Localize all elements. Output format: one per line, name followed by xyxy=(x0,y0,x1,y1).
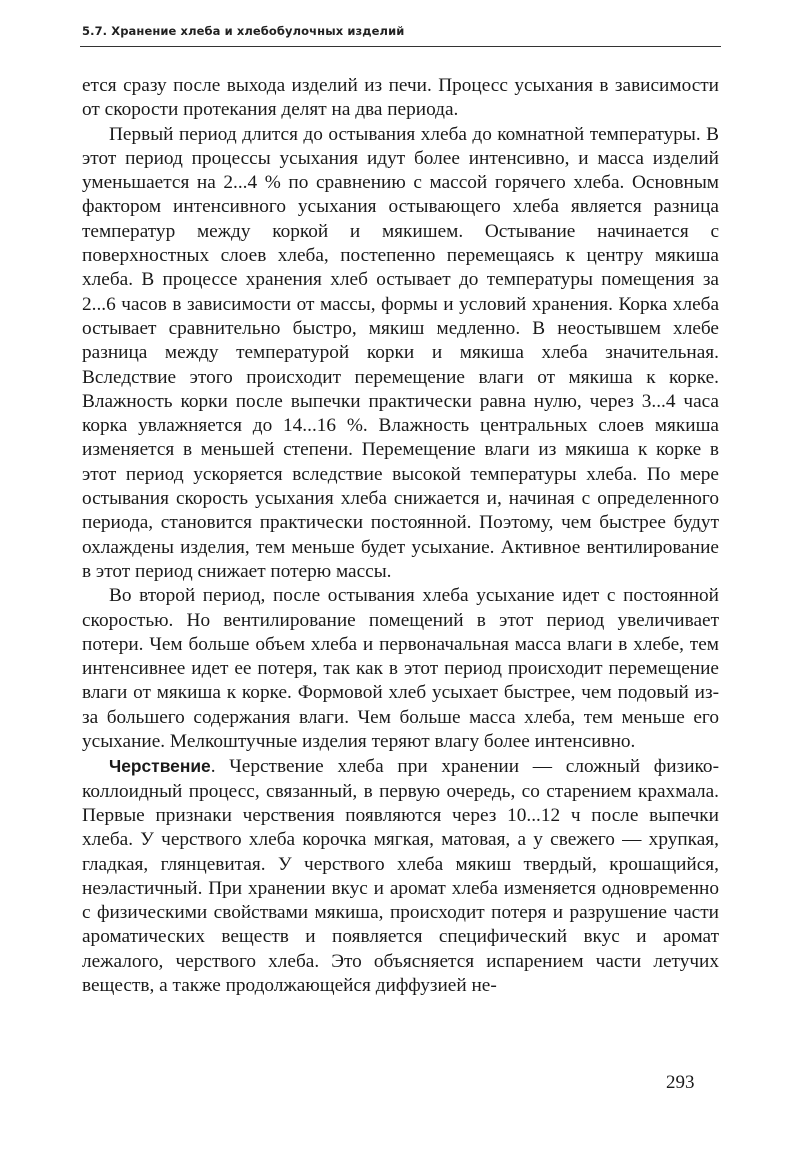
paragraph-second-period xyxy=(82,584,719,754)
header-rule xyxy=(80,46,721,47)
paragraph-text: ется сразу после выхода изделий из печи. Процесс усыхания в зависимости от скорости протекания делят на два периода. xyxy=(82,75,719,121)
paragraph-text: Во второй период, после остывания хлеба усыхание идет с постоянной скоростью. Но вентилирование помещений в этот период увеличивает потери. Чем больше объем хлеба и первоначальная масса влаги в хлебе, тем интенсивнее идет ее потеря, так как в этот период происходит перемещение влаги от мякиша к корке. Формовой хлеб усыхает быстрее, чем подовый из-за большего содержания влаги. Чем больше масса хлеба, тем меньше его усыхание. Мелкоштучные изделия теряют влагу более интенсивно. xyxy=(82,585,719,753)
paragraph-continued xyxy=(82,74,719,123)
body-text xyxy=(82,74,719,998)
paragraph-text: Первый период длится до остывания хлеба до комнатной температуры. В этот период процессы усыхания идут более интенсивно, и масса изделий уменьшается на 2...4 % по сравнению с массой горячего хлеба. Основным фактором интенсивного усыхания остывающего хлеба является разница температур между коркой и мякишем. Остывание начинается с поверхностных слоев хлеба, постепенно перемещаясь к центру мякиша хлеба. В процессе хранения хлеб остывает до температуры помещения за 2...6 часов в зависимости от массы, формы и условий хранения. Корка хлеба остывает сравнительно быстро, мякиш медленно. В неостывшем хлебе разница между температурой корки и мякиша хлеба значительная. Вследствие этого происходит перемещение влаги от мякиша к корке. Влажность корки после выпечки практически равна нулю, через 3...4 часа корка увлажняется до 14...16 %. Влажность центральных слоев мякиша изменяется в меньшей степени. Перемещение влаги из мякиша к корке в этот период ускоряется вследствие высокой температуры хлеба. По мере остывания скорость усыхания хлеба снижается и, начиная с определенного периода, становится практически постоянной. Поэтому, чем быстрее будут охлаждены изделия, тем меньше будет усыхание. Активное вентилирование в этот период снижает потерю массы. xyxy=(82,123,719,582)
page-number: 293 xyxy=(666,1072,695,1093)
running-header: 5.7. Хранение хлеба и хлебобулочных изделий xyxy=(82,24,405,38)
paragraph-lead-term: Черствение xyxy=(109,756,211,777)
paragraph-text: . Черствение хлеба при хранении — сложный физико-коллоидный процесс, связанный, в первую очередь, со старением крахмала. Первые признаки черствения появляются через 10...12 ч после выпечки хлеба. У черствого хлеба корочка мягкая, матовая, а у свежего — хрупкая, гладкая, глянцевитая. У черствого хлеба мякиш твердый, крошащийся, неэластичный. При хранении вкус и аромат хлеба изменяется одновременно с физическими свойствами мякиша, происходит потеря и разрушение части ароматических веществ и появляется специфический вкус и аромат лежалого, черствого хлеба. Это объясняется испарением части летучих веществ, а также продолжающейся диффузией не- xyxy=(82,756,719,996)
paragraph-first-period xyxy=(82,123,719,585)
paragraph-staling xyxy=(82,754,719,998)
